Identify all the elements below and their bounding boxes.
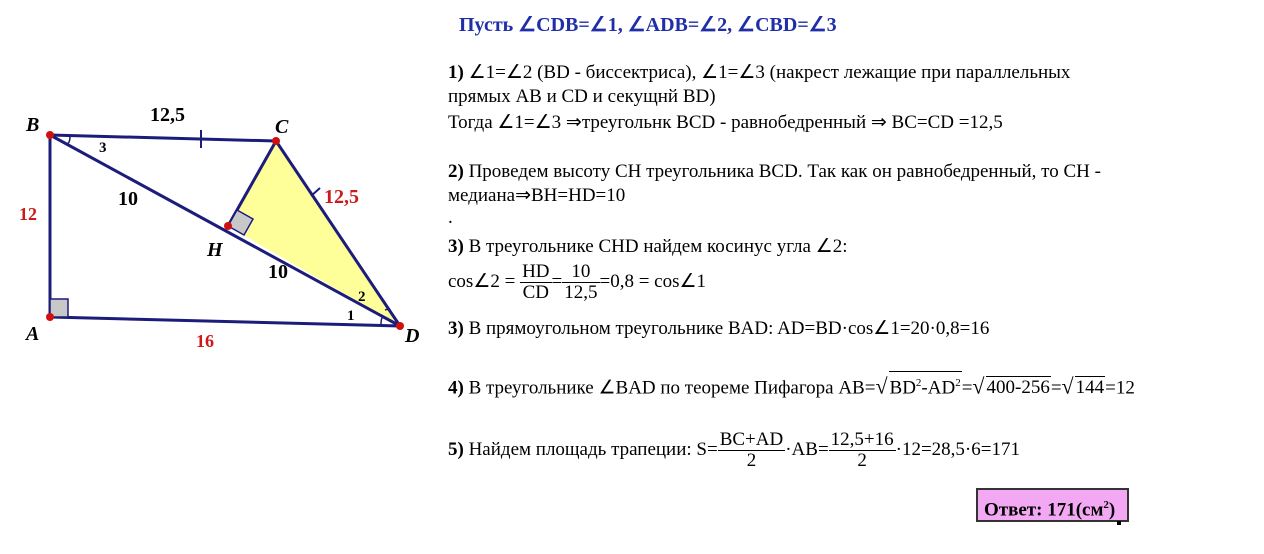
point-b <box>46 131 54 139</box>
label-ad-length: 16 <box>196 331 214 351</box>
sqrt-144: 144 <box>1075 377 1105 399</box>
side-bc <box>50 135 276 141</box>
label-hd-length: 10 <box>268 261 288 283</box>
step3-cosine: cos∠2 = $\frac{HD}{CD}$ = $\frac{10}{12,5}$ =0,8 = cos∠1 <box>448 261 707 303</box>
fraction-12-5-16: $\frac{12,5+16}{2}$ <box>830 429 894 471</box>
label-cd-length: 12,5 <box>324 186 359 208</box>
step2-line2: медиана⇒BH=HD=10 <box>448 185 626 206</box>
fraction-10-12-5: $\frac{10}{12,5}$ <box>564 261 598 303</box>
tick-cd <box>311 188 320 196</box>
trapezoid-figure <box>0 0 440 380</box>
angle-arc-b <box>67 136 70 144</box>
step2-line1: 2) Проведем высоту CH треугольника BCD. Так как он равнобедренный, то CH - <box>448 161 1101 182</box>
triangle-chd-fill <box>228 141 400 326</box>
point-c <box>272 137 280 145</box>
label-angle-2: 2 <box>358 289 366 305</box>
step4-line: 4) В треугольнике ∠BAD по теореме Пифагора AB=√ $BD^2-AD^2=√$ 400-256=√ 144=12 <box>448 371 1135 399</box>
label-c: C <box>275 116 289 138</box>
step1-line1: 1) ∠1=∠2 (BD - биссектриса), ∠1=∠3 (накрест лежащие при параллельных <box>448 62 1071 83</box>
fraction-hd-cd: $\frac{HD}{CD}$ <box>522 261 550 303</box>
problem-title: Пусть ∠CDB=∠1, ∠ADB=∠2, ∠CBD=∠3 <box>459 14 837 36</box>
step3-line1: 3) В треугольнике CHD найдем косинус угла ∠2: <box>448 236 848 257</box>
label-a: A <box>26 323 40 345</box>
label-b: B <box>26 114 40 136</box>
step2-dot: . <box>448 207 453 228</box>
sqrt-bd-ad: $BD^2-AD^2$ <box>889 371 962 399</box>
diagonal-bd <box>50 135 400 326</box>
label-bc-length: 12,5 <box>150 104 185 126</box>
label-ab-length: 12 <box>19 204 37 224</box>
label-h: H <box>207 239 223 261</box>
point-h <box>224 222 232 230</box>
fraction-bc-ad: $\frac{BC+AD}{2}$ <box>719 429 784 471</box>
sqrt-400-256: 400-256 <box>986 377 1050 399</box>
answer-box: Ответ: $171(см^2)$ <box>976 488 1129 522</box>
label-angle-3: 3 <box>99 140 107 156</box>
point-a <box>46 313 54 321</box>
label-angle-1: 1 <box>347 308 355 324</box>
step1-line2: прямых AB и CD и секущнй BD) <box>448 86 716 107</box>
label-bh-length: 10 <box>118 188 138 210</box>
point-d <box>396 322 404 330</box>
step3b-line: 3) В прямоугольном треугольнике BAD: AD=BD·cos∠1=20·0,8=16 <box>448 318 990 339</box>
label-d: D <box>405 325 420 347</box>
step5-line: 5) Найдем площадь трапеции: S= $\frac{BC+AD}{2}$ ·AB= $\frac{12,5+16}{2}$ ·12=28,5·6=171 <box>448 429 1020 471</box>
step1-line3: Тогда ∠1=∠3 ⇒треугольнк BCD - равнобедренный ⇒ BC=CD =12,5 <box>448 112 1003 133</box>
